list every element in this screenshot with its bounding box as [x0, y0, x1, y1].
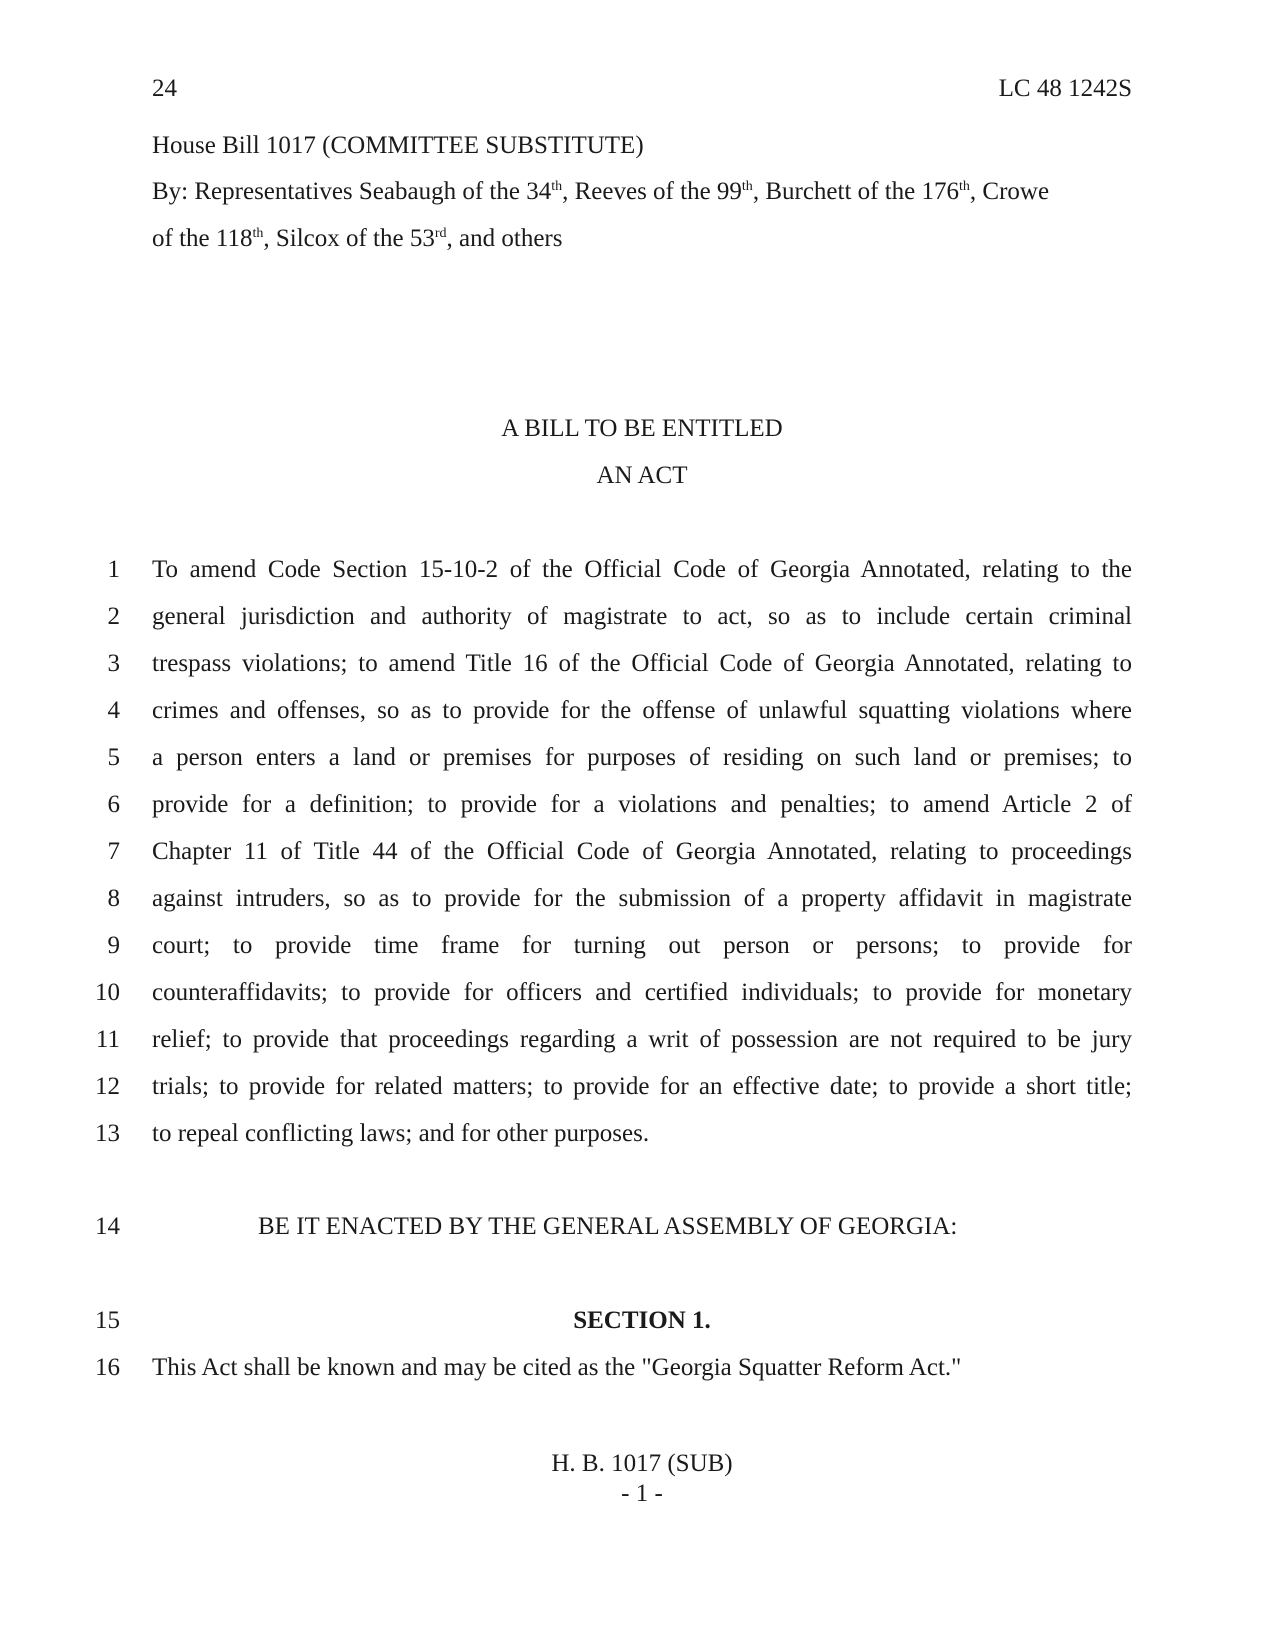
line-number: 10	[95, 979, 120, 1006]
body-line: a person enters a land or premises for purposes of residing on such land or premises; to	[152, 744, 1132, 771]
sponsors-line-1	[152, 177, 1132, 207]
body-line: counteraffidavits; to provide for officers and certified individuals; to provide for monetary	[152, 979, 1132, 1006]
body-line: crimes and offenses, so as to provide for the offense of unlawful squatting violations where	[152, 697, 1132, 724]
sponsor-text: , and others	[446, 225, 563, 252]
bill-heading-line-2: AN ACT	[596, 462, 688, 489]
body-line: court; to provide time frame for turning out person or persons; to provide for	[152, 932, 1132, 959]
ordinal-suffix: th	[252, 226, 264, 241]
line-number: 1	[107, 556, 120, 583]
body-line: general jurisdiction and authority of magistrate to act, so as to include certain criminal	[152, 603, 1132, 630]
line-number: 14	[95, 1213, 120, 1240]
ordinal-suffix: th	[551, 179, 563, 194]
sponsor-text: of the 118	[152, 225, 253, 252]
line-number: 4	[107, 697, 120, 724]
line-number: 8	[107, 885, 120, 912]
line-number: 2	[107, 603, 120, 630]
sponsor-text: , Crowe	[969, 178, 1050, 205]
line-number: 16	[95, 1354, 120, 1381]
sponsors-line-2	[152, 224, 562, 254]
footer-bill-ref: H. B. 1017 (SUB)	[551, 1450, 733, 1477]
body-line: provide for a definition; to provide for a violations and penalties; to amend Article 2 of	[152, 791, 1132, 818]
body-line: to repeal conflicting laws; and for other purposes.	[152, 1120, 650, 1147]
ordinal-suffix: th	[959, 179, 970, 194]
line-number: 6	[107, 791, 120, 818]
footer-page-number: - 1 -	[621, 1480, 663, 1507]
body-line: To amend Code Section 15-10-2 of the Official Code of Georgia Annotated, relating to the	[152, 556, 1132, 583]
body-line: trials; to provide for related matters; to provide for an effective date; to provide a short title;	[152, 1073, 1132, 1100]
line-number: 7	[107, 838, 120, 865]
body-line: trespass violations; to amend Title 16 of the Official Code of Georgia Annotated, relating to	[152, 650, 1132, 677]
section-heading: SECTION 1.	[573, 1307, 711, 1334]
bill-title: House Bill 1017 (COMMITTEE SUBSTITUTE)	[152, 132, 644, 159]
sponsor-text: , Silcox of the 53	[263, 225, 435, 252]
line-number: 13	[95, 1120, 120, 1147]
bill-heading-line-1: A BILL TO BE ENTITLED	[501, 415, 783, 442]
ordinal-suffix: rd	[434, 226, 447, 241]
page-reference: 24	[152, 75, 177, 102]
lc-code: LC 48 1242S	[998, 75, 1132, 102]
line-number: 3	[107, 650, 120, 677]
body-line: relief; to provide that proceedings regarding a writ of possession are not required to be jury	[152, 1026, 1132, 1053]
body-line: Chapter 11 of Title 44 of the Official Code of Georgia Annotated, relating to proceedings	[152, 838, 1132, 865]
sponsor-text: , Reeves of the 99	[562, 178, 742, 205]
sponsor-text: , Burchett of the 176	[752, 178, 960, 205]
line-number: 12	[95, 1073, 120, 1100]
sponsor-text: By: Representatives Seabaugh of the 34	[152, 178, 552, 205]
line-number: 11	[95, 1026, 120, 1053]
line-number: 9	[107, 932, 120, 959]
line-number: 15	[95, 1307, 120, 1334]
body-line: against intruders, so as to provide for the submission of a property affidavit in magistrate	[152, 885, 1132, 912]
enacting-clause: BE IT ENACTED BY THE GENERAL ASSEMBLY OF GEORGIA:	[258, 1213, 958, 1240]
ordinal-suffix: th	[741, 179, 753, 194]
line-number: 5	[107, 744, 120, 771]
section-body-line: This Act shall be known and may be cited as the "Georgia Squatter Reform Act."	[152, 1354, 962, 1381]
